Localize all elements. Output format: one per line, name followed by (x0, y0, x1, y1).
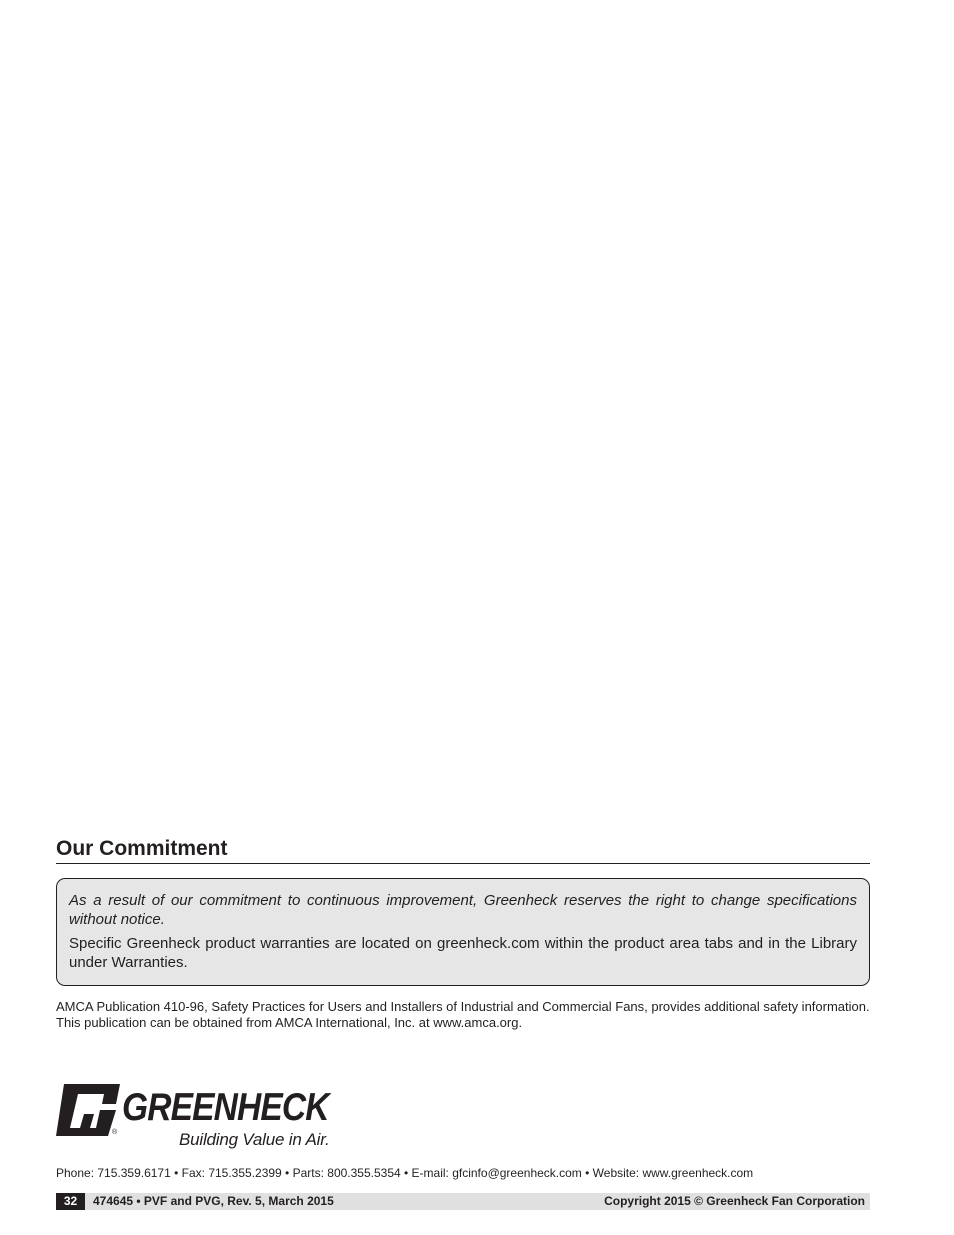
document-id: 474645 • PVF and PVG, Rev. 5, March 2015 (93, 1194, 334, 1208)
copyright-notice: Copyright 2015 © Greenheck Fan Corporation (604, 1194, 865, 1208)
commitment-notice-box (56, 878, 870, 986)
page-footer (56, 1193, 870, 1210)
amca-publication-note: AMCA Publication 410-96, Safety Practices for Users and Installers of Industrial and Commercial Fans, provides additional safety information. This publication can be obtained from AMCA International, Inc. at www.amca.org. (56, 999, 870, 1030)
logo-wordmark: GREENHECK (122, 1086, 329, 1129)
registered-mark: ® (112, 1129, 118, 1136)
specifications-notice: As a result of our commitment to continuous improvement, Greenheck reserves the right to change specifications without notice. (69, 892, 857, 928)
warranty-notice: Specific Greenheck product warranties are located on greenheck.com within the product area tabs and in the Library under Warranties. (69, 935, 857, 971)
contact-line: Phone: 715.359.6171 • Fax: 715.355.2399 • Parts: 800.355.5354 • E-mail: gfcinfo@greenheck.com • Website: www.greenheck.com (56, 1166, 754, 1180)
logo-tagline: Building Value in Air. (179, 1130, 330, 1149)
section-heading: Our Commitment (56, 836, 870, 864)
page-number: 32 (56, 1193, 85, 1210)
